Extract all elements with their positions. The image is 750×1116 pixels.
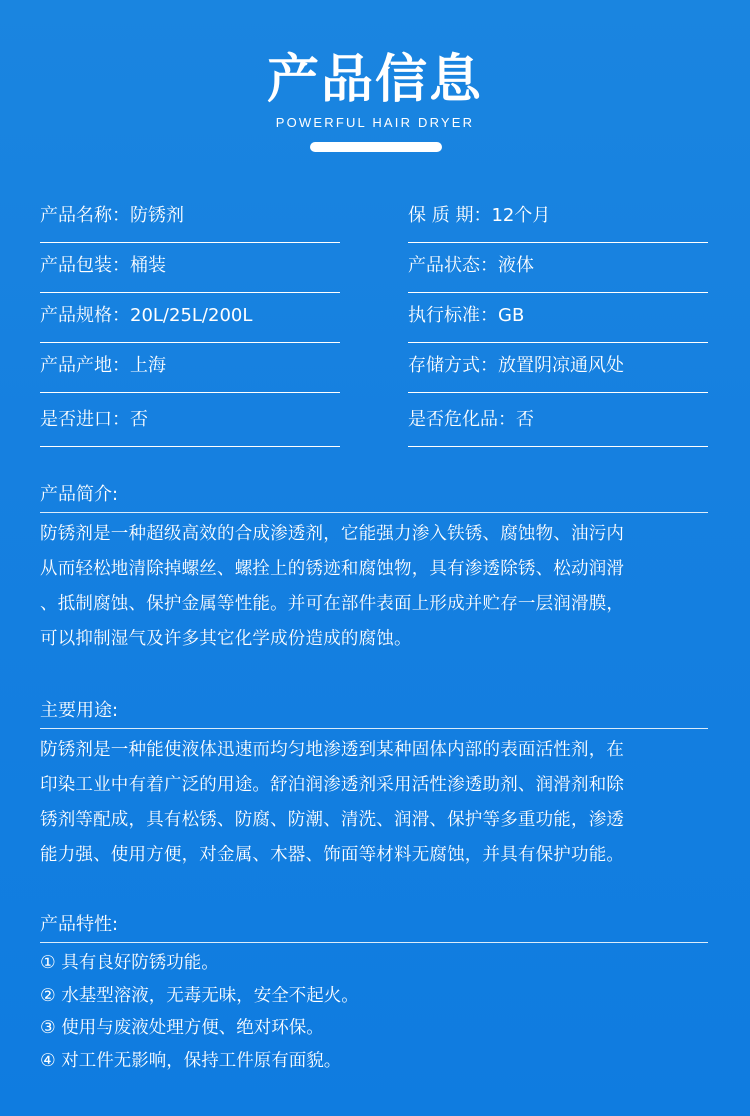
title-underline-bar: [310, 142, 442, 152]
info-label: 存储方式：: [408, 355, 498, 376]
info-label: 产品规格：: [40, 305, 130, 326]
section-title: 主要用途:: [40, 698, 708, 729]
info-value: 上海: [130, 355, 166, 376]
section-body: [40, 733, 708, 873]
info-imported: [40, 406, 340, 447]
page-title: 产品信息: [266, 50, 483, 110]
info-product-name: [40, 202, 340, 243]
body-line: 从而轻松地清除掉螺丝、螺拴上的锈迹和腐蚀物，具有渗透除锈、松动润滑: [40, 559, 625, 579]
feature-list: [40, 947, 708, 1077]
page-subtitle: POWERFUL HAIR DRYER: [275, 115, 475, 130]
info-standard: [408, 302, 708, 343]
info-storage: [408, 352, 708, 393]
body-line: 可以抑制湿气及许多其它化学成份造成的腐蚀。: [40, 629, 412, 649]
info-product-spec: [40, 302, 340, 343]
info-value: 防锈剂: [130, 205, 184, 226]
info-value: 桶装: [130, 255, 166, 276]
feature-item: ① 具有良好防锈功能。: [40, 953, 219, 973]
body-line: 防锈剂是一种能使液体迅速而均匀地渗透到某种固体内部的表面活性剂，在: [40, 740, 625, 760]
info-value: 12个月: [491, 205, 551, 226]
info-value: 否: [516, 409, 534, 430]
feature-item: ③ 使用与废液处理方便、绝对环保。: [40, 1018, 324, 1038]
info-value: 否: [130, 409, 148, 430]
info-shelf-life: [408, 202, 708, 243]
info-product-state: [408, 252, 708, 293]
info-value: 液体: [498, 255, 534, 276]
section-title: 产品简介:: [40, 482, 708, 513]
section-title: 产品特性:: [40, 912, 708, 943]
info-label: 产品产地：: [40, 355, 130, 376]
body-line: 、抵制腐蚀、保护金属等性能。并可在部件表面上形成并贮存一层润滑膜，: [40, 594, 625, 614]
section-product-intro: [40, 482, 708, 657]
feature-item: ② 水基型溶液，无毒无味，安全不起火。: [40, 985, 359, 1006]
body-line: 印染工业中有着广泛的用途。舒泊润渗透剂采用活性渗透助剂、润滑剂和除: [40, 775, 625, 795]
info-value: 放置阴凉通风处: [498, 355, 624, 376]
info-value: GB: [498, 305, 525, 326]
body-line: 防锈剂是一种超级高效的合成渗透剂，它能强力渗入铁锈、腐蚀物、油污内: [40, 524, 625, 544]
section-main-usage: [40, 698, 708, 873]
info-product-origin: [40, 352, 340, 393]
feature-item: ④ 对工件无影响，保持工件原有面貌。: [40, 1050, 342, 1071]
info-label: 是否危化品：: [408, 409, 516, 430]
info-label: 保 质 期：: [408, 205, 492, 226]
info-label: 是否进口：: [40, 409, 130, 430]
section-product-features: [40, 912, 708, 1077]
info-label: 产品状态：: [408, 255, 498, 276]
section-body: [40, 517, 708, 657]
info-value: 20L/25L/200L: [130, 305, 253, 326]
info-product-packaging: [40, 252, 340, 293]
body-line: 能力强、使用方便，对金属、木器、饰面等材料无腐蚀，并具有保护功能。: [40, 845, 625, 865]
body-line: 锈剂等配成，具有松锈、防腐、防潮、清洗、润滑、保护等多重功能，渗透: [40, 810, 625, 830]
info-label: 执行标准：: [408, 305, 498, 326]
info-hazardous: [408, 406, 708, 447]
info-label: 产品名称：: [40, 205, 130, 226]
info-label: 产品包装：: [40, 255, 130, 276]
